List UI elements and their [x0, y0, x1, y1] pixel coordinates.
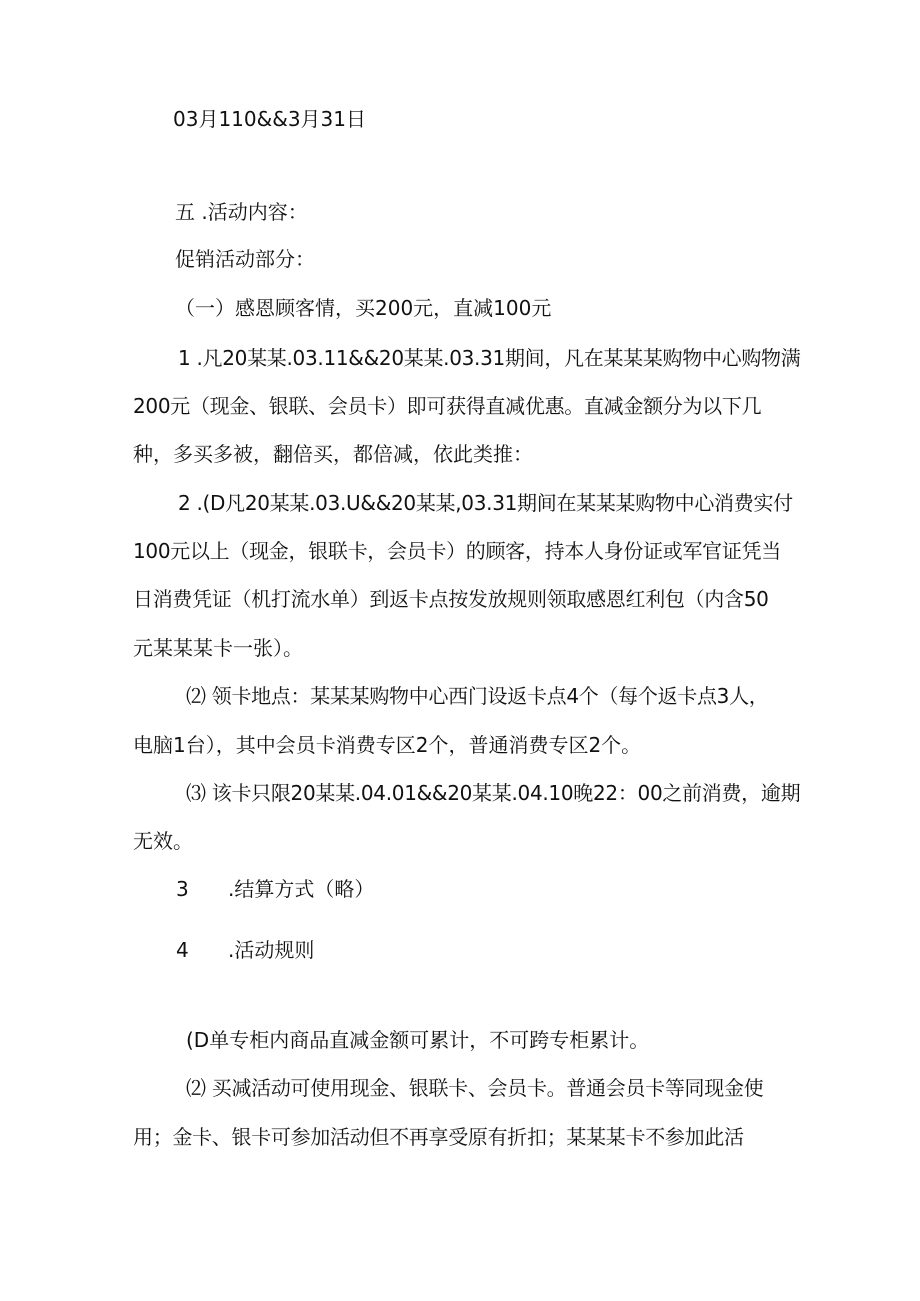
subsection-heading: 促销活动部分：	[175, 247, 315, 271]
paragraph-line: 元某某某卡一张）。	[133, 636, 303, 660]
paragraph-line: (D单专柜内商品直减金额可累计，不可跨专柜累计。	[186, 1028, 650, 1052]
paragraph-line: ⑵ 买减活动可使用现金、银联卡、会员卡。普通会员卡等同现金使	[186, 1076, 764, 1100]
paragraph-line: 电脑1台），其中会员卡消费专区2个，普通消费专区2个。	[133, 733, 642, 757]
date-range-line: 03月110&&3月31日	[173, 107, 366, 131]
item-title: .活动规则	[228, 938, 315, 962]
item-title: .结算方式（略）	[228, 877, 375, 901]
paragraph-line: 无效。	[133, 829, 193, 853]
item-number: 4	[176, 938, 189, 962]
paragraph-line: 1 .凡20某某.03.11&&20某某.03.31期间，凡在某某某购物中心购物满	[178, 346, 801, 370]
paragraph-line: 100元以上（现金，银联卡，会员卡）的顾客，持本人身份证或军官证凭当	[133, 539, 781, 563]
item-number: 3	[176, 877, 189, 901]
section-heading: 五 .活动内容：	[175, 200, 308, 224]
paragraph-line: 2 .(D凡20某某.03.U&&20某某,03.31期间在某某某购物中心消费实付	[178, 491, 793, 515]
paragraph-line: 种，多买多被，翻倍买，都倍减，依此类推：	[133, 442, 533, 466]
paragraph-line: 用；金卡、银卡可参加活动但不再享受原有折扣；某某某卡不参加此活	[133, 1125, 744, 1149]
paragraph-line: ⑶ 该卡只限20某某.04.01&&20某某.04.10晚22：00之前消费，逾期	[186, 781, 801, 805]
paragraph-line: ⑵ 领卡地点：某某某购物中心西门设返卡点4个（每个返卡点3人，	[186, 684, 769, 708]
paragraph-line: 日消费凭证（机打流水单）到返卡点按发放规则领取感恩红利包（内含50	[133, 587, 769, 611]
paragraph-line: 200元（现金、银联、会员卡）即可获得直减优惠。直减金额分为以下几	[133, 394, 762, 418]
promo-title: （一）感恩顾客情，买200元，直减100元	[175, 296, 552, 320]
